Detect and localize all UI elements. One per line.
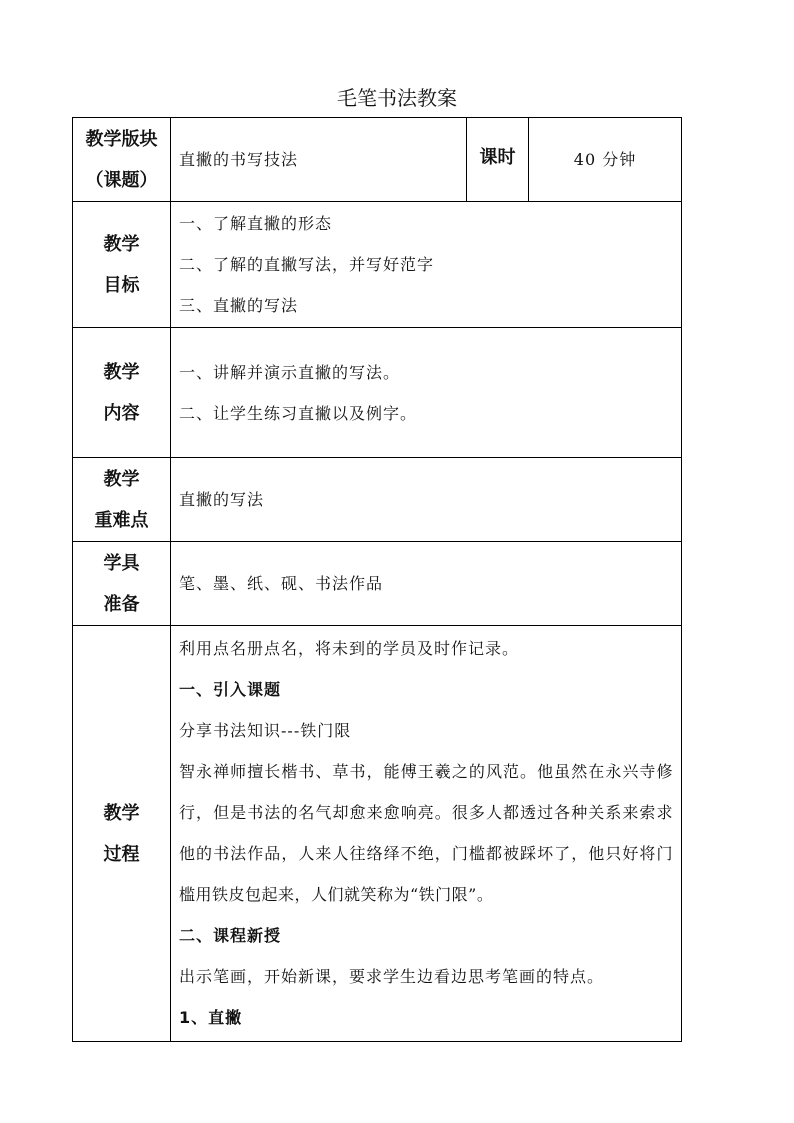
content-label-line-1: 教学 [103,361,140,383]
roll-call-text: 利用点名册点名，将未到的学员及时作记录。 [179,639,520,658]
period-value: 40 分钟 [573,150,637,169]
goal-item: 二、了解的直撇写法，并写好范字 [179,255,435,274]
key-points-text: 直撇的写法 [179,490,265,509]
tools-content-cell [171,542,682,626]
content-label-cell [73,328,171,458]
module-label-line-2: （课题） [85,169,158,191]
content-item: 二、让学生练习直撇以及例字。 [179,403,418,423]
key-points-label-line-2: 重难点 [94,509,149,531]
key-points-row [73,458,682,542]
sub-heading-straight-stroke: 1、直撇 [179,1008,243,1027]
goals-label-cell [73,202,171,328]
document-title: 毛笔书法教案 [337,86,457,110]
topic-text: 直撇的书写技法 [179,150,299,169]
section-heading-intro: 一、引入课题 [179,680,282,699]
module-label-cell [73,118,171,202]
story-title: 分享书法知识---铁门限 [179,721,352,740]
lesson-plan-table [72,117,682,1042]
content-item: 一、讲解并演示直撇的写法。 [179,362,401,382]
goal-item: 三、直撇的写法 [179,296,299,315]
goals-label-line-2: 目标 [103,274,140,296]
key-points-label-line-1: 教学 [103,468,140,490]
story-paragraph: 智永禅师擅长楷书、草书，能傅王羲之的风范。他虽然在永兴寺修行，但是书法的名气却愈来愈响亮。很多人都透过各种关系来索求他的书法作品，人来人往络绎不绝，门槛都被踩坏了，他只好将门槛用铁皮包起来，人们就笑称为“铁门限”。 [179,762,673,904]
tools-label-cell [73,542,171,626]
tools-label-line-2: 准备 [103,593,140,615]
key-points-content-cell [171,458,682,542]
period-label-cell [467,118,529,202]
goals-label-line-1: 教学 [103,233,140,255]
header-row [73,118,682,202]
period-label: 课时 [479,147,516,168]
process-label-cell [73,626,171,1042]
goal-item: 一、了解直撇的形态 [179,214,333,233]
new-lesson-intro: 出示笔画，开始新课，要求学生边看边思考笔画的特点。 [179,967,605,986]
tools-label-line-1: 学具 [103,552,140,574]
process-label-line-1: 教学 [103,802,140,824]
key-points-label-cell [73,458,171,542]
goals-content-cell [171,202,682,328]
tools-row [73,542,682,626]
section-heading-new-lesson: 二、课程新授 [179,926,282,945]
process-row [73,626,682,1042]
topic-cell [171,118,467,202]
process-content-cell [171,626,682,1042]
module-label-line-1: 教学版块 [85,128,158,150]
content-content-cell [171,328,682,458]
tools-text: 笔、墨、纸、砚、书法作品 [179,574,384,593]
process-label-line-2: 过程 [103,843,140,865]
content-row [73,328,682,458]
goals-row [73,202,682,328]
period-value-cell [529,118,682,202]
content-label-line-2: 内容 [103,402,140,424]
